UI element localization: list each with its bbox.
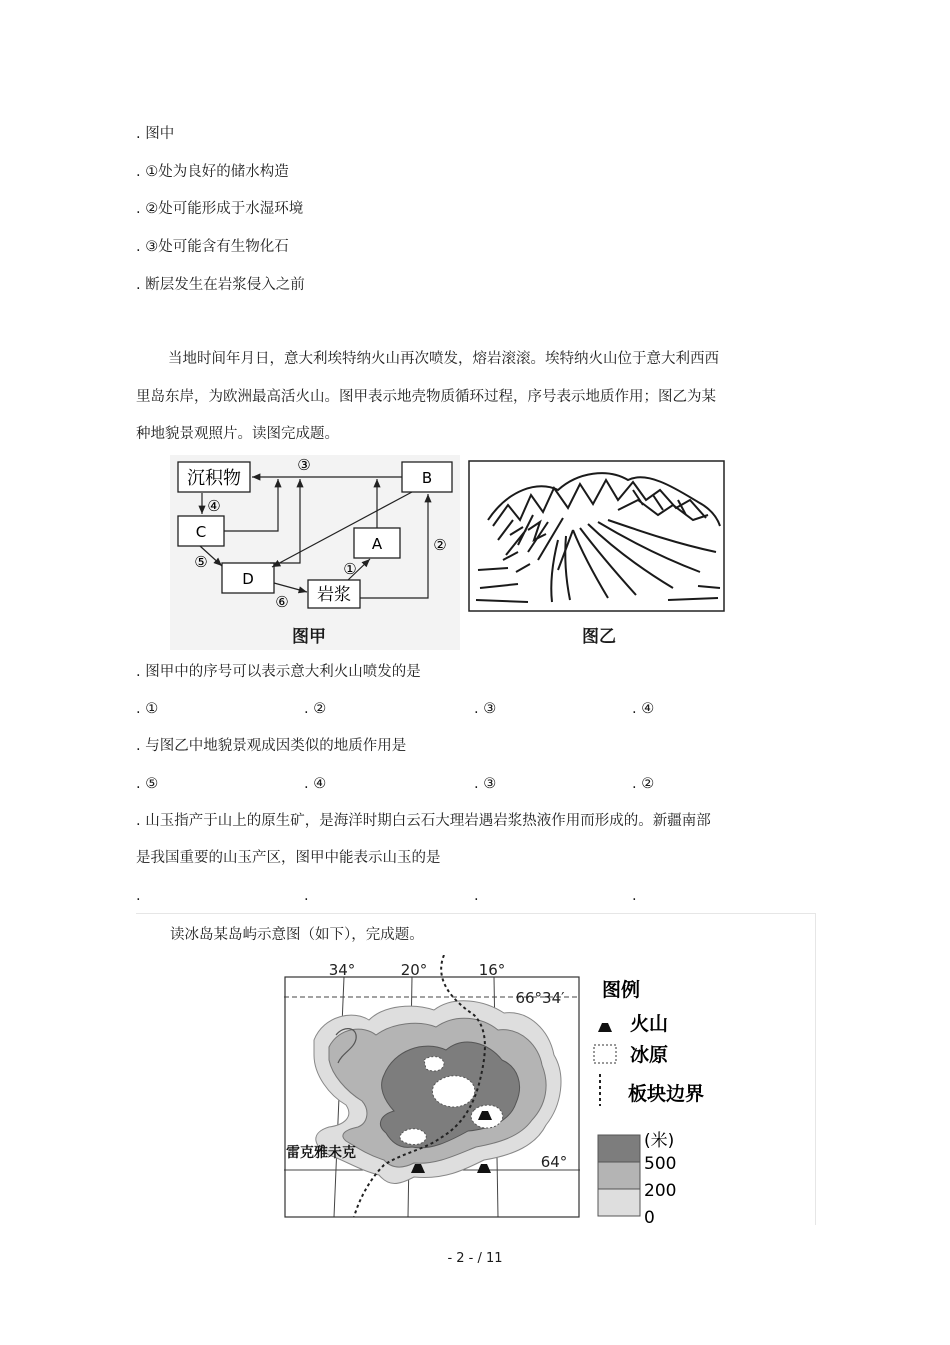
option-line: . 图中 [136,126,175,142]
label-n1: ① [343,560,357,578]
passage-line: 里岛东岸，为欧洲最高活火山。图甲表示地壳物质循环过程，序号表示地质作用；图乙为某 [136,389,716,405]
map-legend [590,970,720,1230]
question-stem: . 与图乙中地貌景观成因类似的地质作用是 [136,738,407,754]
lon-label: 20° [400,961,428,979]
section-divider [815,913,816,1225]
option-line: . ①处为良好的储水构造 [136,164,289,180]
ice-field [424,1057,444,1071]
elevation-swatch-low [598,1189,640,1216]
option-d: . [632,888,637,904]
caption-jia: 图甲 [292,627,326,647]
question-stem: 是我国重要的山玉产区，图甲中能表示山玉的是 [136,850,441,866]
lon-label: 16° [478,961,506,979]
legend-title: 图例 [602,979,641,1001]
question-stem: . 山玉指产于山上的原生矿，是海洋时期白云石大理岩遇岩浆热液作用而形成的。新疆南部 [136,813,711,829]
label-n4: ④ [207,497,221,515]
label-n3: ③ [297,456,311,474]
option-c: . ③ [474,701,497,717]
legend-level: 0 [644,1208,655,1228]
legend-unit: (米) [644,1131,675,1151]
option-b: . [304,888,309,904]
label-a: A [371,535,383,553]
city-label: 雷克雅未克 [286,1145,356,1161]
elevation-swatch-mid [598,1162,640,1189]
label-n2: ② [433,536,447,554]
option-b: . ④ [304,776,327,792]
option-line: . 断层发生在岩浆侵入之前 [136,277,305,293]
option-d: . ② [632,776,655,792]
option-a: . ⑤ [136,776,159,792]
option-d: . ④ [632,701,655,717]
passage-line: 当地时间年月日，意大利埃特纳火山再次喷发，熔岩滚滚。埃特纳火山位于意大利西西 [168,351,719,367]
legend-boundary: 板块边界 [628,1083,705,1105]
question-stem: . 图甲中的序号可以表示意大利火山喷发的是 [136,664,421,680]
legend-volcano: 火山 [630,1013,669,1035]
iceland-map [284,955,582,1220]
legend-level: 200 [644,1181,677,1201]
volcano-icon [598,1023,612,1032]
lat-label: 64° [540,1153,568,1171]
volcano-icon [477,1164,491,1173]
passage-line: 种地貌景观照片。读图完成题。 [136,426,339,442]
label-n6: ⑥ [275,593,289,611]
section-divider [136,913,816,914]
option-b: . ② [304,701,327,717]
option-c: . [474,888,479,904]
caption-yi: 图乙 [582,627,616,647]
label-magma: 岩浆 [317,585,351,605]
section-intro: 读冰岛某岛屿示意图（如下），完成题。 [170,927,424,943]
label-c: C [195,523,207,541]
lon-label: 34° [328,961,356,979]
label-b: B [421,469,433,487]
rock-cycle-diagram [170,455,460,650]
option-line: . ③处可能含有生物化石 [136,239,289,255]
legend-level: 500 [644,1154,677,1174]
elevation-swatch-high [598,1135,640,1162]
option-c: . ③ [474,776,497,792]
legend-ice: 冰原 [630,1044,669,1066]
option-a: . ① [136,701,159,717]
label-sediment: 沉积物 [187,468,241,489]
ice-legend-swatch [594,1045,616,1063]
landform-sketch [468,460,725,612]
option-a: . [136,888,141,904]
option-line: . ②处可能形成于水湿环境 [136,201,304,217]
page-number: - 2 - / 11 [447,1251,503,1266]
lat-label: 66°34′ [515,989,565,1007]
label-n5: ⑤ [194,553,208,571]
label-d: D [242,570,254,588]
